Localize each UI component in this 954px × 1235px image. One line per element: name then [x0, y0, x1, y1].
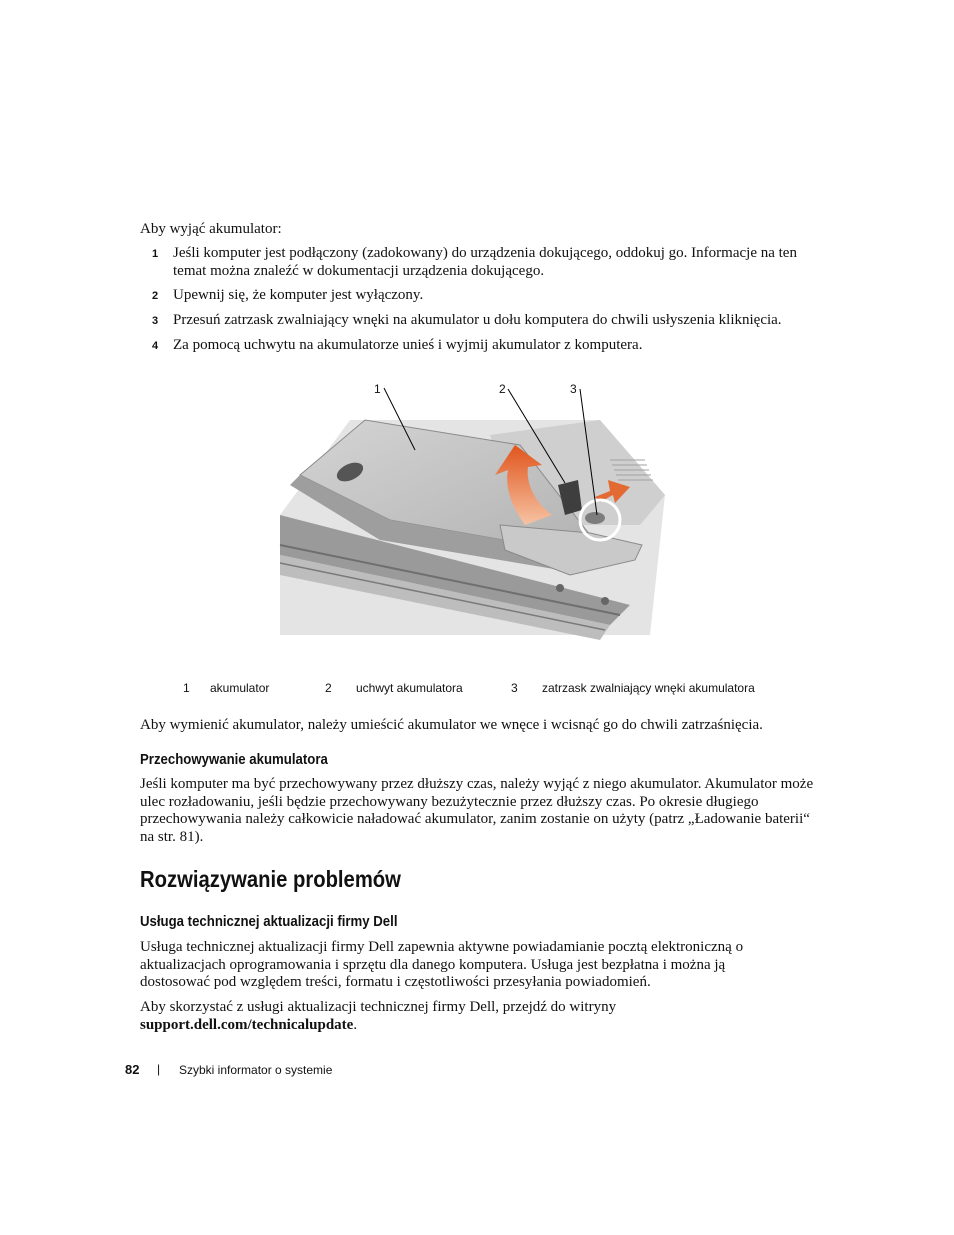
legend-label: uchwyt akumulatora	[356, 681, 463, 695]
step-text: Za pomocą uchwytu na akumulatorze unieś i wyjmij akumulator z komputera.	[173, 337, 643, 353]
callout-label-3: 3	[570, 382, 577, 396]
step-text: Jeśli komputer jest podłączony (zadokowany) do urządzenia dokującego, oddokuj go. Informacje na ten temat można znaleźć w dokumentacji urządzenia dokującego.	[173, 245, 797, 279]
legend-number: 3	[511, 681, 518, 695]
instruction-text: Aby skorzystać z usługi aktualizacji technicznej firmy Dell, przejdź do witryny	[140, 999, 617, 1015]
screw-icon	[556, 584, 564, 592]
step-number: 4	[152, 340, 159, 352]
legend-label: zatrzask zwalniający wnęki akumulatora	[542, 681, 755, 695]
step-text: Przesuń zatrzask zwalniający wnęki na akumulator u dołu komputera do chwili usłyszenia kliknięcia.	[173, 312, 782, 328]
battery-removal-figure	[270, 375, 670, 655]
step-number: 3	[152, 315, 159, 327]
instruction-end: .	[353, 1016, 358, 1033]
callout-label-2: 2	[499, 382, 506, 396]
intro-text: Aby wyjąć akumulator:	[140, 221, 282, 237]
footer-title: Szybki informator o systemie	[179, 1063, 333, 1077]
release-latch	[585, 512, 605, 524]
page-title: Rozwiązywanie problemów	[140, 866, 401, 892]
page-number: 82	[125, 1062, 140, 1077]
footer-separator: |	[157, 1062, 161, 1076]
legend-number: 2	[325, 681, 332, 695]
storage-heading: Przechowywanie akumulatora	[140, 751, 328, 768]
replace-battery-text: Aby wymienić akumulator, należy umieścić akumulator we wnęce i wcisnąć go do chwili zatrzaśnięcia.	[140, 717, 763, 733]
support-link[interactable]: support.dell.com/technicalupdate	[140, 1016, 354, 1033]
laptop-battery-illustration	[270, 375, 670, 655]
legend-label: akumulator	[210, 681, 270, 695]
step-text: Upewnij się, że komputer jest wyłączony.	[173, 287, 424, 303]
step-number: 2	[152, 290, 159, 302]
dell-update-heading: Usługa technicznej aktualizacji firmy Dell	[140, 913, 398, 930]
storage-text: Jeśli komputer ma być przechowywany przez dłuższy czas, należy wyjąć z niego akumulator. Akumulator może ulec rozładowaniu, jeśli będzie przechowywany bezużytecznie przez dłuższy czas. Po okresie długiego przechowywania należy całkowicie naładować akumulator, zanim zostanie on użyty (patrz „Ładowanie baterii“ na str. 81).	[140, 776, 814, 845]
legend-number: 1	[183, 681, 190, 695]
step-number: 1	[152, 248, 159, 260]
screw-icon	[601, 597, 609, 605]
dell-update-instructions	[140, 999, 660, 1034]
dell-update-text: Usługa technicznej aktualizacji firmy Dell zapewnia aktywne powiadamianie pocztą elektroniczną o aktualizacjach oprogramowania i sprzętu dla danego komputera. Usługa jest bezpłatna i można ją dostosować pod względem treści, formatu i częstotliwości przesyłania powiadomień.	[140, 939, 744, 990]
callout-label-1: 1	[374, 382, 381, 396]
